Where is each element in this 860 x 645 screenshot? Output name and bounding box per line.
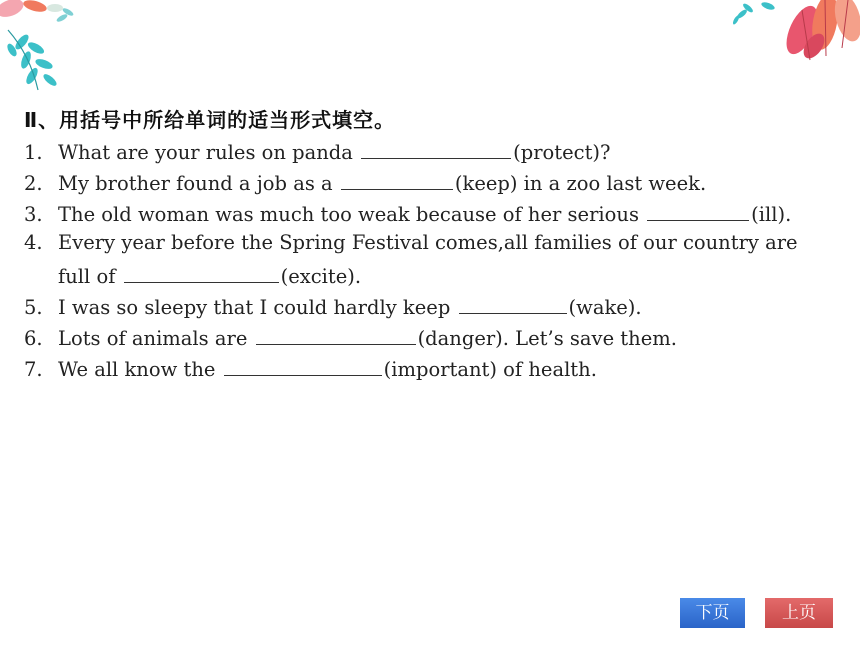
question-number: 7. [24,358,43,381]
question-hint: (keep) in a zoo last week. [454,172,707,195]
question-4-continued [24,262,361,289]
question-1 [24,138,610,165]
answer-blank[interactable] [459,293,567,314]
floral-decoration-left [0,0,80,95]
answer-blank[interactable] [256,324,416,345]
question-text: Every year before the Spring Festival comes,all families of our country are [58,231,798,254]
question-hint: (wake). [568,296,642,319]
question-number: 1. [24,141,43,164]
question-number: 3. [24,203,43,226]
question-hint: (protect)? [513,141,611,164]
question-text: The old woman was much too weak because of her serious [58,203,639,226]
answer-blank[interactable] [341,169,453,190]
question-hint: (excite). [280,265,362,288]
question-6 [24,324,677,351]
previous-page-button[interactable]: 上页 [765,598,833,628]
question-hint: (important) of health. [383,358,597,381]
answer-blank[interactable] [361,138,511,159]
question-text: Lots of animals are [58,327,248,350]
question-hint: (ill). [751,203,792,226]
exercise-heading: Ⅱ、用括号中所给单词的适当形式填空。 [24,108,396,132]
question-3 [24,200,791,227]
floral-decoration-right [730,0,860,70]
question-5 [24,293,642,320]
question-2 [24,169,706,196]
question-text: My brother found a job as a [58,172,333,195]
question-number: 2. [24,172,43,195]
question-text: We all know the [58,358,216,381]
question-hint: (danger). Let’s save them. [417,327,677,350]
answer-blank[interactable] [124,262,279,283]
next-page-button[interactable]: 下页 [680,598,745,628]
question-7 [24,355,597,382]
question-text: full of [58,265,116,288]
answer-blank[interactable] [224,355,382,376]
question-text: What are your rules on panda [58,141,353,164]
question-number: 6. [24,327,43,350]
question-4 [24,231,798,255]
answer-blank[interactable] [647,200,749,221]
question-text: I was so sleepy that I could hardly keep [58,296,451,319]
question-number: 4. [24,231,43,254]
question-number: 5. [24,296,43,319]
